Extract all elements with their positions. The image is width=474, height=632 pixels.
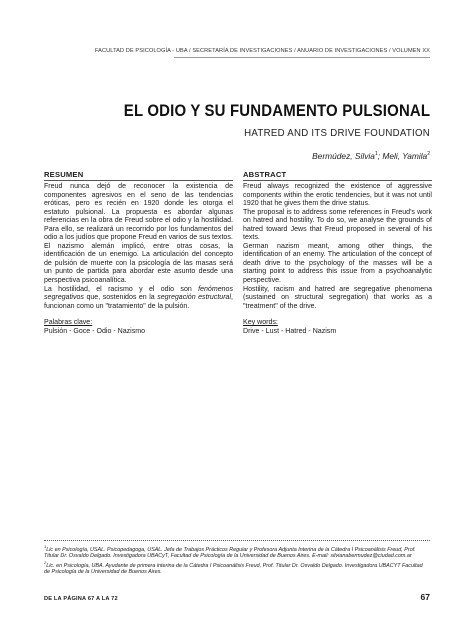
- running-header: FACULTAD DE PSICOLOGÍA - UBA / SECRETARÍA DE INVESTIGACIONES / ANUARIO DE INVESTIGACIONES / VOLUMEN XX: [94, 48, 430, 54]
- resumen-p3-c: , funcionan como un "tratamiento" de la pulsión.: [44, 294, 233, 310]
- resumen-p3-a: La hostilidad, el racismo y el odio son: [44, 285, 199, 293]
- footnote-1: [44, 544, 430, 560]
- palabras-clave-list: Pulsión - Goce - Odio - Nazismo: [44, 327, 146, 335]
- author-1-name: Bermúdez, Silvia: [312, 151, 375, 161]
- author-2-name: Meli, Yamila: [382, 151, 428, 161]
- author-line: [312, 151, 430, 161]
- page-range-footer: DE LA PÁGINA 67 A LA 72: [44, 596, 118, 602]
- resumen-p3-italic-1: fenómenos segregativos: [44, 285, 233, 302]
- footnote-2: [44, 560, 430, 576]
- author-1-mark: 1: [374, 151, 378, 158]
- resumen-column: [44, 170, 233, 336]
- footnote-rule: [44, 540, 430, 541]
- key-words-list: Drive - Lust - Hatred - Nazism: [243, 327, 337, 335]
- footnote-1-mark: 1: [44, 544, 47, 549]
- author-2-mark: 2: [427, 151, 430, 158]
- abstract-paragraph-1: Freud always recognized the existence of aggressive components within the erotic tendencies, but it was not until 1920 that he gives them the drive status.: [243, 183, 432, 208]
- resumen-p3-b: que, sostenidos en la: [83, 294, 158, 302]
- key-words-label: Key words:: [243, 319, 278, 327]
- header-rule: [174, 57, 430, 58]
- resumen-heading: RESUMEN: [44, 170, 233, 181]
- palabras-clave-label: Palabras clave:: [44, 319, 93, 327]
- abstract-paragraph-4: Hostility, racism and hatred are segregative phenomena (sustained on structural segregation) that works as a "treatment" of the drive.: [243, 285, 432, 310]
- article-title: EL ODIO Y SU FUNDAMENTO PULSIONAL: [123, 101, 430, 120]
- abstract-paragraph-2: The proposal is to address some references in Freud's work on hatred and hostility. To do so, we analyse the grounds of hatred toward Jews that Freud proposed in several of his texts.: [243, 208, 432, 242]
- footnote-2-text: Lic. en Psicología, UBA. Ayudante de primera interina de la Cátedra I Psicoanálisis Freud, Prof. Titular Dr. Osvaldo Delgado. Investigadora UBACYT Facultad de Psicología de la Universidad de Buenos Aires.: [44, 562, 423, 576]
- abstract-paragraph-3: German nazism meant, among other things, the identification of an enemy. The articulation of the concept of death drive to the psychology of the masses will be a starting point to address this issue from a psychoanalytic perspective.: [243, 242, 432, 285]
- footnotes: [44, 544, 430, 576]
- page-number: 67: [420, 592, 430, 602]
- resumen-paragraph-2: El nazismo alemán implicó, entre otras cosas, la identificación de un enemigo. La articulación del concepto de pulsión de muerte con la psicología de las masas será un punto de partida para abordar este asunto desde una perspectiva psicoanalítica.: [44, 242, 233, 285]
- resumen-paragraph-3: [44, 286, 233, 312]
- footnote-1-text: Lic en Psicología, USAL. Psicopedagoga, USAL. Jefa de Trabajos Prácticos Regular y Profesora Adjunta Interina de la Cátedra I Psicoanálisis Freud, Prof. Titular Dr. Osvaldo Delgado. Investigadora UBACyT, Facultad de Psicología de la Universidad de Buenos Aires. E-mail: silvianabermudez@ciudad.com.ar: [44, 546, 416, 560]
- article-subtitle: HATRED AND ITS DRIVE FOUNDATION: [244, 127, 430, 139]
- abstract-heading: ABSTRACT: [243, 170, 432, 181]
- resumen-paragraph-1: Freud nunca dejó de reconocer la existencia de componentes agresivos en el seno de las tendencias eróticas, pero es recién en 1920 donde les otorga el estatuto pulsional. La propuesta es abordar algunas referencias en la obra de Freud sobre el odio y la hostilidad. Para ello, se realizará un recorrido por los fundamentos del odio a los judíos que propone Freud en varios de sus textos.: [44, 183, 233, 242]
- resumen-p3-italic-2: segregación estructural: [157, 294, 232, 302]
- author-separator: ;: [377, 151, 383, 161]
- footnote-2-mark: 2: [44, 559, 47, 565]
- abstract-column: [243, 170, 432, 336]
